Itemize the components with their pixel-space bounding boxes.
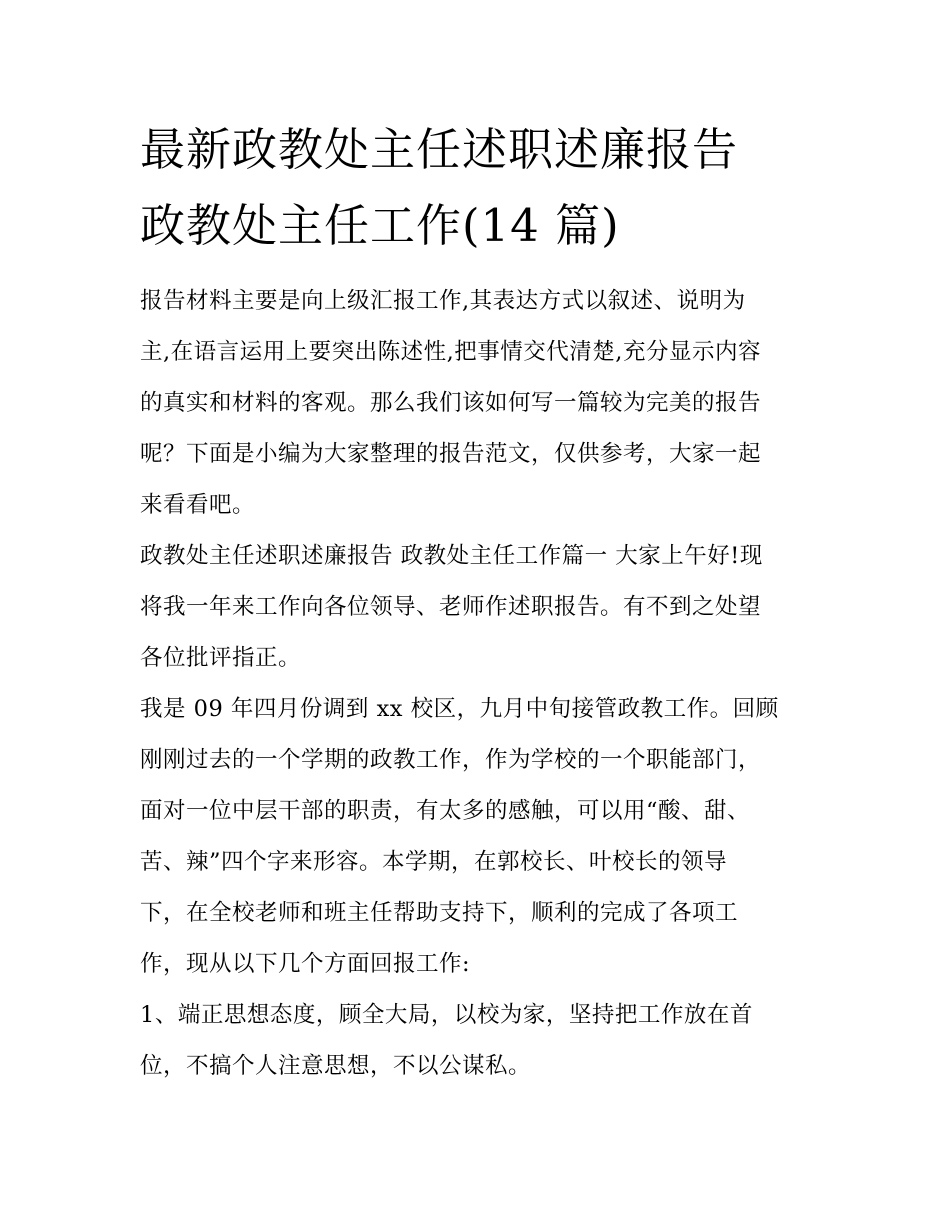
- text-line: 呢？下面是小编为大家整理的报告范文，仅供参考，大家一起: [140, 441, 762, 467]
- text-line: 我是 09 年四月份调到 xx 校区，九月中旬接管政教工作。回顾: [140, 696, 779, 722]
- document-body: [140, 276, 820, 1092]
- title-line-1: 最新政教处主任述职述廉报告: [140, 123, 739, 176]
- text-line: 各位批评指正。: [140, 645, 302, 671]
- text-line: 面对一位中层干部的职责，有太多的感触，可以用“酸、甜、: [140, 798, 751, 824]
- title-line-2: 政教处主任工作(14 篇): [140, 199, 620, 252]
- text-line: 苦、辣”四个字来形容。本学期，在郭校长、叶校长的领导: [140, 849, 728, 875]
- text-line: 作，现从以下几个方面回报工作:: [140, 951, 471, 977]
- document-title: [140, 112, 820, 264]
- text-line: 位，不搞个人注意思想，不以公谋私。: [140, 1053, 532, 1079]
- text-line: 将我一年来工作向各位领导、老师作述职报告。有不到之处望: [140, 594, 762, 620]
- text-line: 来看看吧。: [140, 492, 256, 518]
- section-heading-paragraph: [140, 531, 820, 684]
- text-line: 报告材料主要是向上级汇报工作,其表达方式以叙述、说明为: [140, 288, 746, 314]
- background-paragraph: [140, 684, 820, 990]
- text-line: 政教处主任述职述廉报告 政教处主任工作篇一 大家上午好!现: [140, 543, 763, 569]
- intro-paragraph: [140, 276, 820, 531]
- list-item-paragraph: [140, 990, 820, 1092]
- text-line: 1、端正思想态度，顾全大局，以校为家，坚持把工作放在首: [140, 1002, 753, 1028]
- text-line: 刚刚过去的一个学期的政教工作，作为学校的一个职能部门，: [140, 747, 762, 773]
- text-line: 的真实和材料的客观。那么我们该如何写一篇较为完美的报告: [140, 390, 762, 416]
- text-line: 主,在语言运用上要突出陈述性,把事情交代清楚,充分显示内容: [140, 339, 761, 365]
- text-line: 下，在全校老师和班主任帮助支持下，顺利的完成了各项工: [140, 900, 739, 926]
